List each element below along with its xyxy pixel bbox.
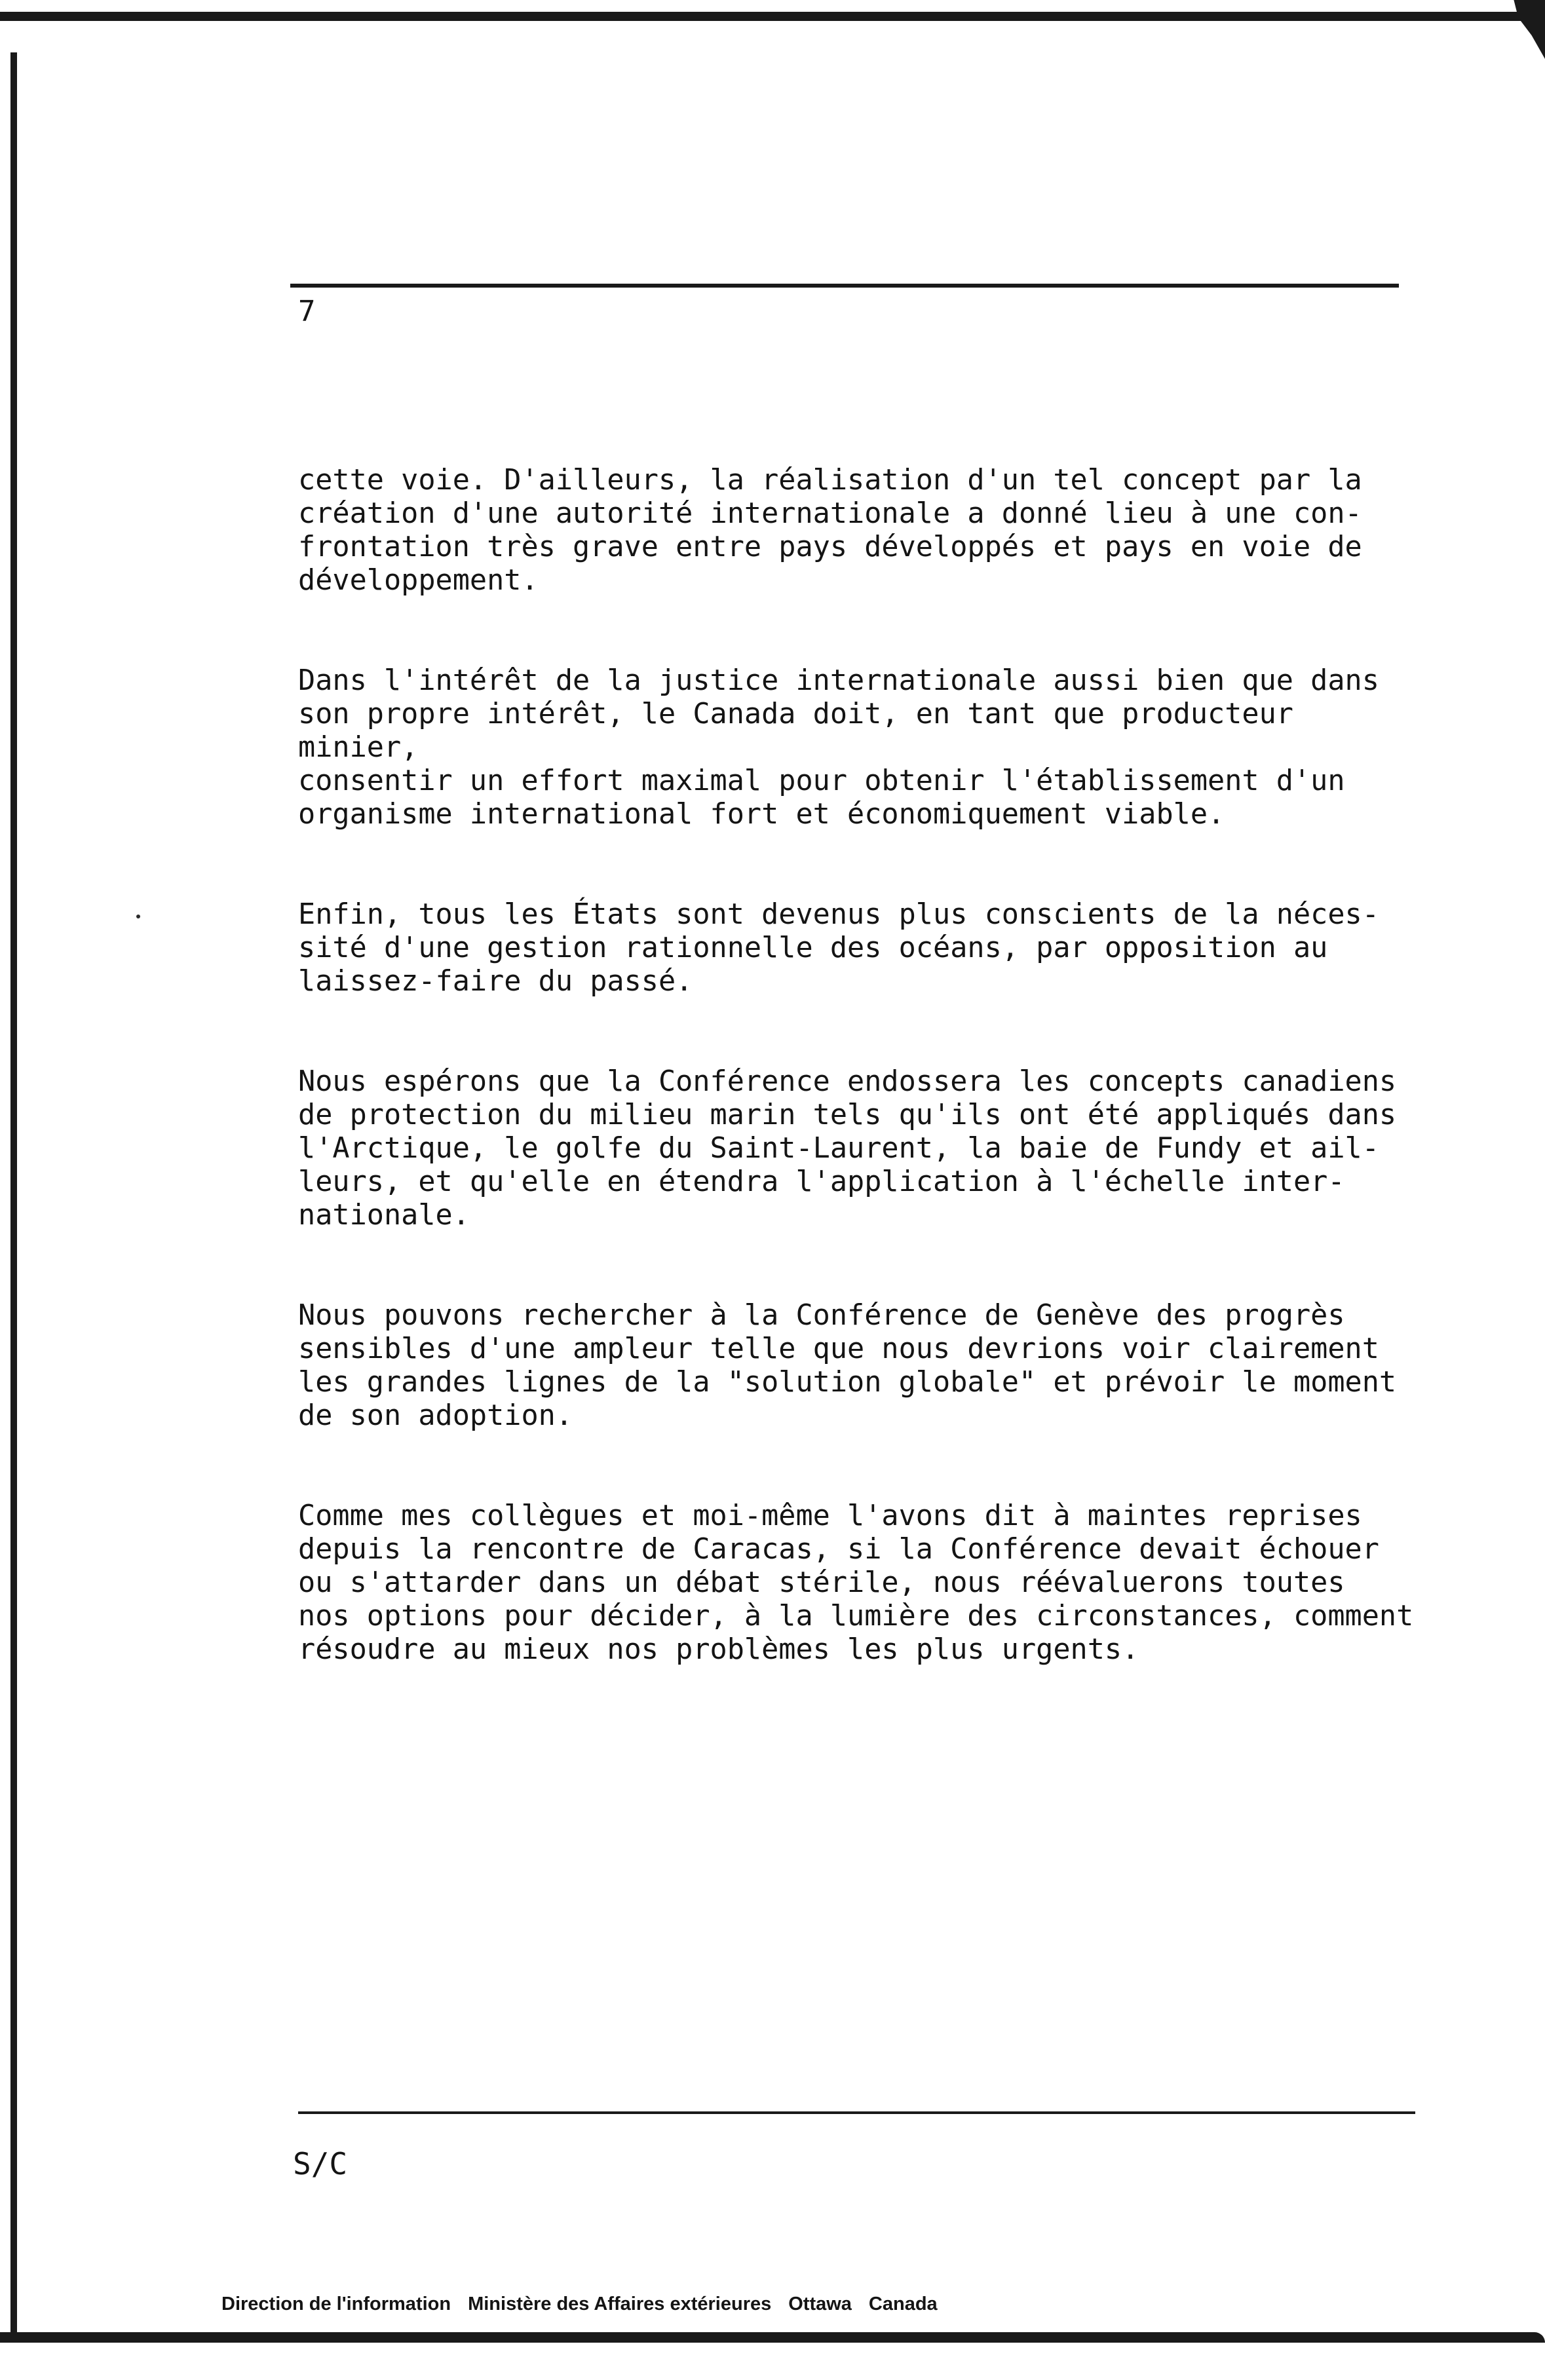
scan-corner-mark [1500, 0, 1545, 59]
paragraph: Enfin, tous les États sont devenus plus conscients de la néces- sité d'une gestion rationnelle des océans, par opposition au laissez-faire du passé. [298, 898, 1379, 998]
footer-country: Canada [868, 2294, 938, 2314]
end-mark: S/C [293, 2146, 348, 2182]
footer-ministry: Ministère des Affaires extérieures [468, 2294, 772, 2314]
scan-border-top [0, 12, 1545, 21]
paragraph: Comme mes collègues et moi-même l'avons dit à maintes reprises depuis la rencontre de Caracas, si la Conférence devait échouer ou s'attarder dans un débat stérile, nous réévaluerons toutes nos options pour décider, à la lumière des circonstances, comment résoudre au mieux nos problèmes les plus urgents. [298, 1500, 1414, 1666]
scan-border-bottom [0, 2332, 1545, 2343]
scan-border-left [10, 52, 17, 2332]
footer-department: Direction de l'information [221, 2294, 451, 2314]
footer-rule [298, 2111, 1415, 2114]
footer-city: Ottawa [788, 2294, 852, 2314]
body-text [298, 464, 1425, 1733]
paragraph: Nous pouvons rechercher à la Conférence de Genève des progrès sensibles d'une ampleur telle que nous devrions voir clairement les grandes lignes de la "solution globale" et prévoir le moment de son adoption. [298, 1299, 1397, 1432]
paragraph: cette voie. D'ailleurs, la réalisation d'un tel concept par la création d'une autorité internationale a donné lieu à une con- frontation très grave entre pays développés et pays en voie de développement. [298, 464, 1362, 597]
footer-credit [221, 2293, 955, 2315]
paragraph: Nous espérons que la Conférence endossera les concepts canadiens de protection du milieu marin tels qu'ils ont été appliqués dans l'Arctique, le golfe du Saint-Laurent, la baie de Fundy et ail- leurs, et qu'elle en étendra l'application à l'échelle inter- nationale. [298, 1065, 1397, 1232]
paragraph: Dans l'intérêt de la justice internationale aussi bien que dans son propre intérêt, le Canada doit, en tant que producteur minier, consentir un effort maximal pour obtenir l'établissement d'un organisme international fort et économiquement viable. [298, 664, 1379, 831]
header-rule [290, 284, 1399, 288]
page-number: 7 [298, 295, 316, 328]
scan-speck [136, 915, 140, 918]
